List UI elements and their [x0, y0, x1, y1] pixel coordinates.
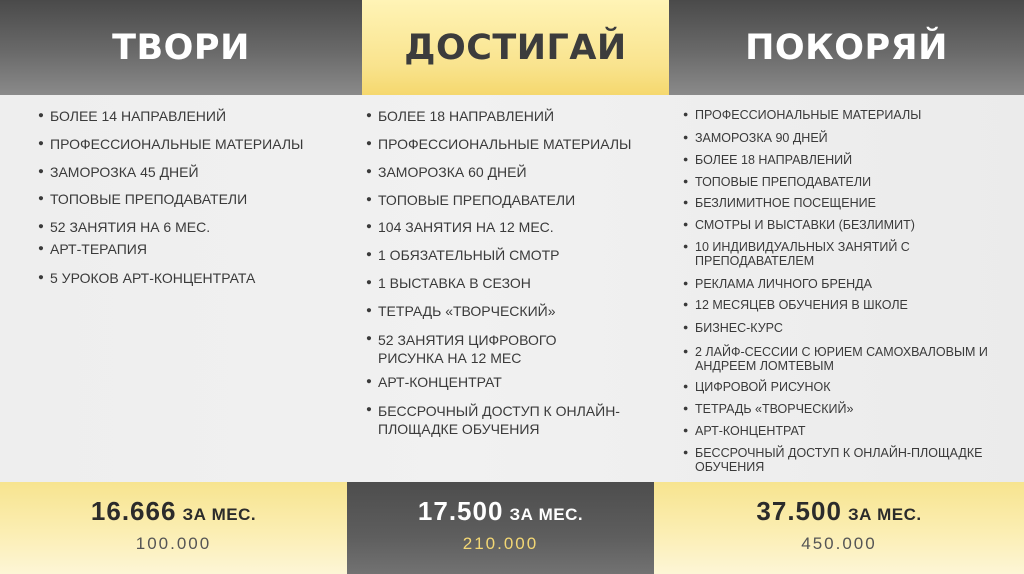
monthly-price — [0, 496, 347, 527]
feature-item: ● 104 ЗАНЯТИЯ НА 12 МЕС. — [366, 219, 666, 235]
total-price: 100.000 — [135, 534, 212, 553]
feature-item: ● БОЛЕЕ 18 НАПРАВЛЕНИЙ — [683, 153, 1019, 167]
plan-title-pokoryai — [669, 0, 1024, 95]
feature-item: ● 10 ИНДИВИДУАЛЬНЫХ ЗАНЯТИЙ С ПРЕПОДАВАТЕЛЕМ — [683, 240, 1019, 268]
feature-item: ● АРТ-КОНЦЕНТРАТ — [683, 424, 1019, 438]
feature-item: ● ПРОФЕССИОНАЛЬНЫЕ МАТЕРИАЛЫ — [366, 136, 666, 152]
feature-item: ● БОЛЕЕ 14 НАПРАВЛЕНИЙ — [38, 108, 358, 124]
feature-item: ● ТЕТРАДЬ «ТВОРЧЕСКИЙ» — [366, 303, 666, 319]
feature-item: ● ЗАМОРОЗКА 60 ДНЕЙ — [366, 164, 666, 180]
price-value: 17.500 — [417, 496, 504, 526]
feature-item: ● ПРОФЕССИОНАЛЬНЫЕ МАТЕРИАЛЫ — [683, 108, 1019, 122]
feature-item: ● 5 УРОКОВ АРТ-КОНЦЕНТРАТА — [38, 270, 358, 286]
monthly-price — [654, 496, 1024, 527]
feature-item: ● ТОПОВЫЕ ПРЕПОДАВАТЕЛИ — [683, 175, 1019, 189]
feature-item: ● БИЗНЕС-КУРС — [683, 321, 1019, 335]
total-price: 210.000 — [462, 534, 539, 553]
feature-item: ● БОЛЕЕ 18 НАПРАВЛЕНИЙ — [366, 108, 666, 124]
price-value: 37.500 — [756, 496, 842, 526]
feature-item: ● 1 ОБЯЗАТЕЛЬНЫЙ СМОТР — [366, 247, 666, 263]
plan-title: ПОКОРЯЙ — [745, 27, 948, 68]
monthly-price — [347, 496, 654, 527]
total-price: 450.000 — [801, 534, 877, 553]
feature-item: ● БЕССРОЧНЫЙ ДОСТУП К ОНЛАЙН-ПЛОЩАДКЕ ОБУЧЕНИЯ — [683, 446, 1019, 474]
feature-item: ● БЕССРОЧНЫЙ ДОСТУП К ОНЛАЙН-ПЛОЩАДКЕ ОБУЧЕНИЯ — [366, 402, 666, 438]
feature-item: ● ЗАМОРОЗКА 45 ДНЕЙ — [38, 164, 358, 180]
price-value: 16.666 — [90, 496, 177, 526]
price-period: ЗА МЕС. — [847, 505, 922, 524]
feature-item: ● 12 МЕСЯЦЕВ ОБУЧЕНИЯ В ШКОЛЕ — [683, 298, 1019, 312]
price-block-dostigai — [347, 482, 654, 574]
feature-item: ● ЦИФРОВОЙ РИСУНОК — [683, 380, 1019, 394]
feature-item: ● ТОПОВЫЕ ПРЕПОДАВАТЕЛИ — [366, 192, 666, 208]
price-period: ЗА МЕС. — [509, 505, 584, 524]
price-period: ЗА МЕС. — [182, 505, 257, 524]
feature-item: ● 1 ВЫСТАВКА В СЕЗОН — [366, 275, 666, 291]
feature-item: ● 52 ЗАНЯТИЯ НА 6 МЕС. — [38, 219, 358, 235]
feature-item: ● СМОТРЫ И ВЫСТАВКИ (БЕЗЛИМИТ) — [683, 218, 1019, 232]
plan-title: ТВОРИ — [112, 27, 250, 68]
feature-item: ● ПРОФЕССИОНАЛЬНЫЕ МАТЕРИАЛЫ — [38, 136, 358, 152]
price-block-tvori — [0, 482, 347, 574]
feature-item: ● ТОПОВЫЕ ПРЕПОДАВАТЕЛИ — [38, 191, 358, 207]
feature-item: ● 52 ЗАНЯТИЯ ЦИФРОВОГО РИСУНКА НА 12 МЕС — [366, 331, 666, 367]
feature-item: ● ЗАМОРОЗКА 90 ДНЕЙ — [683, 131, 1019, 145]
feature-item: ● РЕКЛАМА ЛИЧНОГО БРЕНДА — [683, 277, 1019, 291]
features-area — [0, 95, 1024, 482]
feature-item: ● 2 ЛАЙФ-СЕССИИ С ЮРИЕМ САМОХВАЛОВЫМ И АНДРЕЕМ ЛОМТЕВЫМ — [683, 345, 1019, 373]
plan-title-dostigai — [362, 0, 669, 95]
plan-title: ДОСТИГАЙ — [404, 27, 627, 68]
feature-item: ● БЕЗЛИМИТНОЕ ПОСЕЩЕНИЕ — [683, 196, 1019, 210]
feature-item: ● АРТ-КОНЦЕНТРАТ — [366, 374, 666, 390]
feature-item: ● АРТ-ТЕРАПИЯ — [38, 241, 358, 257]
plan-title-tvori — [0, 0, 362, 95]
feature-item: ● ТЕТРАДЬ «ТВОРЧЕСКИЙ» — [683, 402, 1019, 416]
price-block-pokoryai — [654, 482, 1024, 574]
